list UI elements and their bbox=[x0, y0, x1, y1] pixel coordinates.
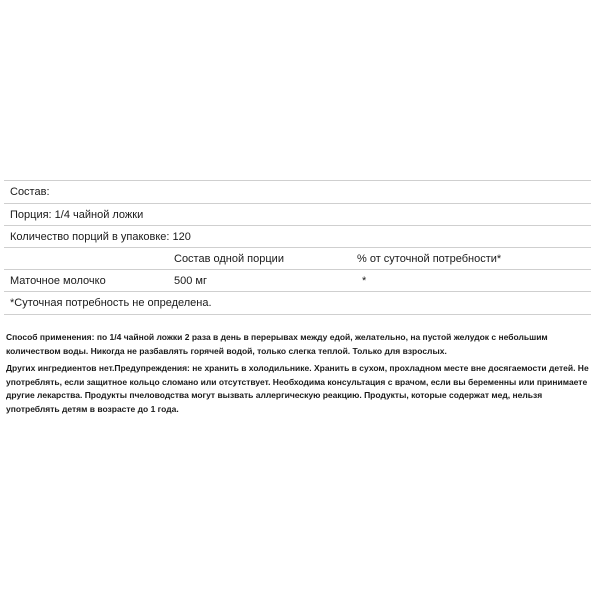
serving-size: Порция: 1/4 чайной ложки bbox=[10, 209, 144, 221]
supplement-facts-table bbox=[4, 180, 591, 315]
daily-value-footnote: *Суточная потребность не определена. bbox=[10, 297, 212, 309]
column-header-row bbox=[4, 248, 591, 270]
facts-title-row bbox=[4, 181, 591, 204]
ingredient-name: Маточное молочко bbox=[10, 275, 106, 287]
facts-title: Состав: bbox=[10, 186, 50, 198]
warnings-text: Других ингредиентов нет.Предупреждения: не хранить в холодильнике. Хранить в сухом, прохладном месте вне досягаемости детей. Не употреблять, если защитное кольцо сломано или отсутствует. Необходима консультация с врачом, если вы беременны или принимаете другие лекарства. Продукты пчеловодства могут вызвать аллергическую реакцию. Продукты, которые содержат мед, нельзя употреблять детям в возрасте до 1 года. bbox=[6, 363, 589, 414]
daily-value-header: % от суточной потребности* bbox=[357, 253, 502, 265]
servings-per-container: Количество порций в упаковке: 120 bbox=[10, 231, 191, 243]
per-serving-header: Состав одной порции bbox=[174, 253, 284, 265]
ingredient-daily-value: * bbox=[362, 275, 367, 287]
serving-size-row bbox=[4, 204, 591, 226]
ingredient-row bbox=[4, 270, 591, 292]
servings-per-container-row bbox=[4, 226, 591, 248]
footnote-row bbox=[4, 292, 591, 315]
usage-instructions: Способ применения: по 1/4 чайной ложки 2 раза в день в перерывах между едой, желательно, на пустой желудок с небольшим количеством воды. Никогда не разбавлять горячей водой, только слегка теплой. Только для взрослых. bbox=[6, 332, 548, 356]
ingredient-amount: 500 мг bbox=[174, 275, 207, 287]
